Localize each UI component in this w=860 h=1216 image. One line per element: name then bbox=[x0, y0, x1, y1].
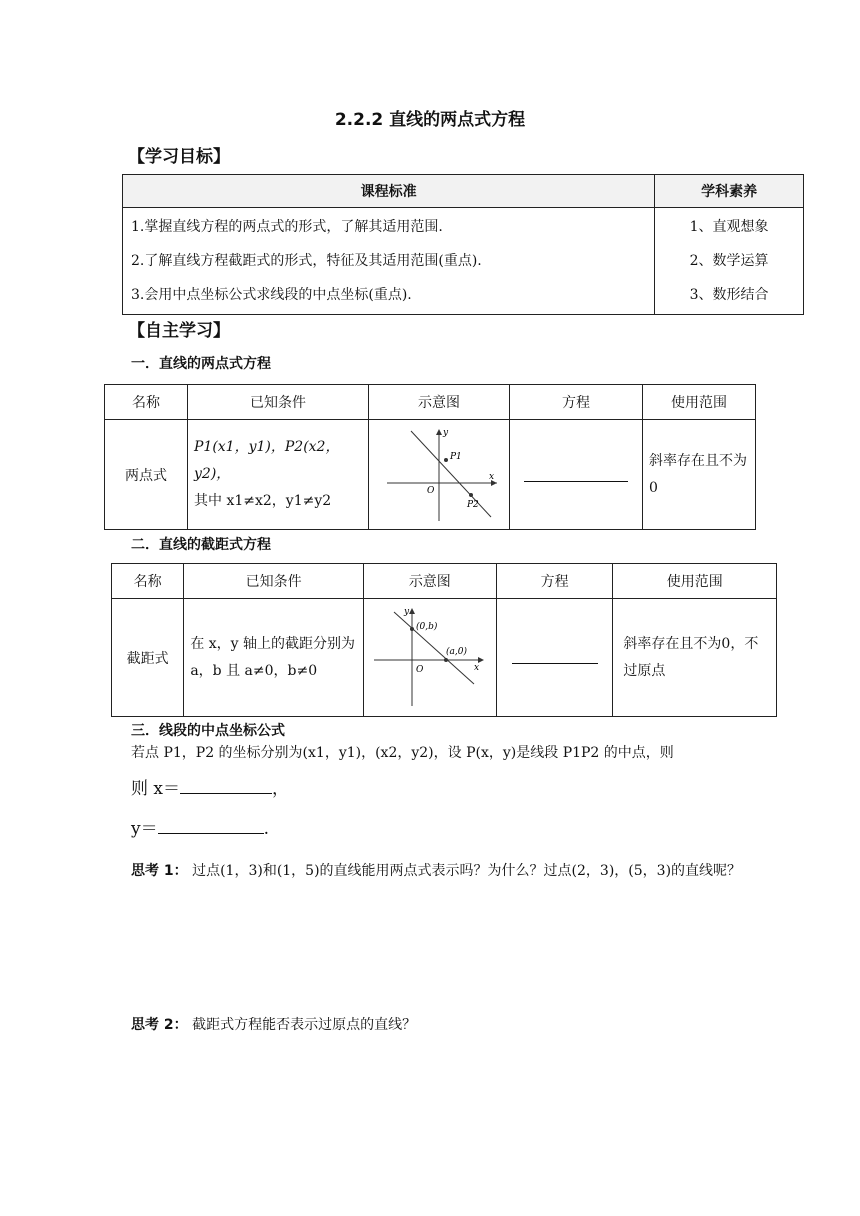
think2 bbox=[131, 1012, 759, 1038]
condition-line: 其中 x1≠x2，y1≠y2 bbox=[194, 493, 332, 509]
th-condition: 已知条件 bbox=[184, 564, 364, 599]
a-label: (a,0) bbox=[445, 646, 467, 657]
x-prefix: 则 x＝ bbox=[131, 779, 180, 799]
y-axis-arrow bbox=[436, 429, 442, 435]
section1-heading: 一．直线的两点式方程 bbox=[131, 356, 271, 372]
condition-cell bbox=[188, 420, 369, 530]
think2-text: 截距式方程能否表示过原点的直线？ bbox=[192, 1017, 417, 1033]
th-figure: 示意图 bbox=[369, 385, 510, 420]
equation-blank-cell bbox=[496, 599, 613, 717]
intercept-table bbox=[111, 563, 777, 717]
self-study-heading: 【自主学习】 bbox=[128, 321, 230, 341]
condition-line: P1(x1，y1)，P2(x2，y2)， bbox=[194, 439, 340, 482]
th-scope: 使用范围 bbox=[643, 385, 756, 420]
two-point-table bbox=[104, 384, 756, 530]
literacy-item: 2、数学运算 bbox=[689, 253, 769, 269]
form-name: 两点式 bbox=[105, 420, 188, 530]
literacy-cell bbox=[655, 208, 804, 315]
intercept-diagram bbox=[370, 604, 490, 708]
think2-label: 思考 2： bbox=[131, 1017, 188, 1033]
goals-col-literacy: 学科素养 bbox=[655, 175, 804, 208]
form-name: 截距式 bbox=[112, 599, 184, 717]
origin-label: O bbox=[427, 485, 435, 496]
literacy-item: 3、数形结合 bbox=[689, 287, 769, 303]
y-label: y bbox=[443, 427, 449, 438]
goals-col-standards: 课程标准 bbox=[123, 175, 655, 208]
two-point-diagram bbox=[379, 423, 499, 523]
point-p1 bbox=[444, 458, 448, 462]
p2-label: P2 bbox=[467, 499, 479, 510]
standards-cell bbox=[123, 208, 655, 315]
think1-label: 思考 1： bbox=[131, 863, 188, 879]
p1-label: P1 bbox=[450, 451, 462, 462]
condition-cell: 在 x，y 轴上的截距分别为 a，b 且 a≠0，b≠0 bbox=[184, 599, 364, 717]
standard-item: 3.会用中点坐标公式求线段的中点坐标(重点). bbox=[131, 287, 412, 303]
point-a bbox=[444, 658, 448, 662]
think1-text: 过点(1，3)和(1，5)的直线能用两点式表示吗？为什么？过点(2，3)，(5，3)的直线呢？ bbox=[192, 863, 742, 879]
x-label: x bbox=[473, 662, 479, 673]
x-suffix: ， bbox=[272, 779, 289, 799]
page-title: 2.2.2 直线的两点式方程 bbox=[334, 110, 526, 130]
th-condition: 已知条件 bbox=[188, 385, 369, 420]
think1 bbox=[131, 856, 759, 886]
equation-blank bbox=[512, 653, 598, 664]
origin-label: O bbox=[415, 664, 424, 675]
standard-item: 1.掌握直线方程的两点式的形式，了解其适用范围. bbox=[131, 219, 443, 235]
section3-heading: 三．线段的中点坐标公式 bbox=[131, 723, 285, 739]
figure-cell bbox=[363, 599, 496, 717]
x-blank bbox=[180, 779, 272, 794]
y-label: y bbox=[403, 606, 409, 617]
midpoint-text: 若点 P1，P2 的坐标分别为(x1，y1)，(x2，y2)，设 P(x，y)是线段 P1P2 的中点，则 bbox=[131, 745, 674, 761]
x-formula-line bbox=[131, 776, 289, 802]
goals-table bbox=[122, 174, 804, 315]
th-scope: 使用范围 bbox=[613, 564, 777, 599]
y-axis-arrow bbox=[409, 608, 415, 614]
th-equation: 方程 bbox=[496, 564, 613, 599]
y-blank bbox=[158, 819, 264, 834]
th-equation: 方程 bbox=[510, 385, 643, 420]
scope-cell: 斜率存在且不为 0 bbox=[643, 420, 756, 530]
equation-blank bbox=[524, 471, 628, 482]
scope-cell: 斜率存在且不为0，不过原点 bbox=[613, 599, 777, 717]
y-formula-line bbox=[131, 816, 269, 842]
point-p2 bbox=[469, 493, 473, 497]
literacy-item: 1、直观想象 bbox=[689, 219, 769, 235]
x-label: x bbox=[489, 471, 495, 482]
point-b bbox=[410, 627, 414, 631]
equation-blank-cell bbox=[510, 420, 643, 530]
figure-cell bbox=[369, 420, 510, 530]
th-figure: 示意图 bbox=[363, 564, 496, 599]
th-name: 名称 bbox=[112, 564, 184, 599]
y-suffix: . bbox=[263, 819, 270, 839]
section2-heading: 二．直线的截距式方程 bbox=[131, 537, 271, 553]
b-label: (0,b) bbox=[415, 621, 438, 632]
line-l bbox=[411, 431, 491, 517]
standard-item: 2.了解直线方程截距式的形式，特征及其适用范围(重点). bbox=[131, 253, 482, 269]
goals-heading: 【学习目标】 bbox=[128, 147, 230, 167]
y-prefix: y＝ bbox=[131, 819, 158, 839]
th-name: 名称 bbox=[105, 385, 188, 420]
